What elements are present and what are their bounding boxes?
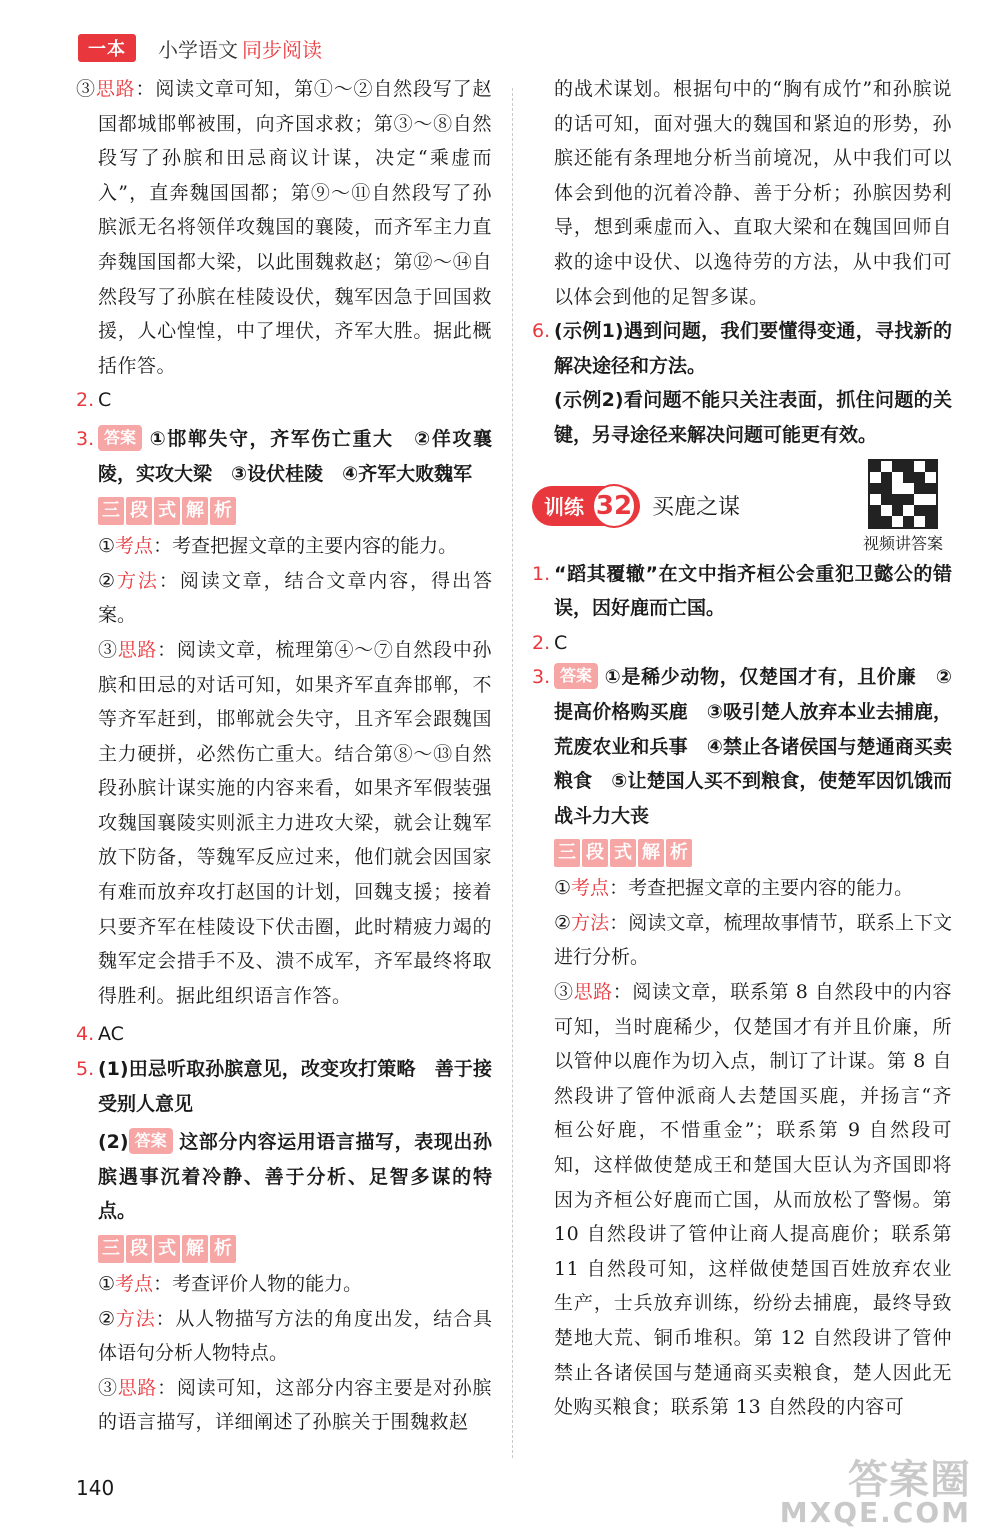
qr-code[interactable] (858, 459, 948, 554)
qr-code-icon[interactable] (868, 459, 938, 529)
item5-siliu-continued: 的战术谋划。根据句中的“胸有成竹”和孙膑说的话可知，面对强大的魏国和紧迫的形势，孙膑还能有条理地分析当前境况，从中我们可以体会到他的沉着冷静、善于分析；孙膑因势利导，想到乘虚而入、直取大梁和在魏国回师自救的途中设伏、以逸待劳的方法，从中我们可以体会到他的足智多谋。 (554, 78, 952, 308)
training-header (532, 471, 952, 553)
qr-caption: 视频讲答案 (862, 533, 943, 553)
answer-badge: 答案 (98, 425, 142, 451)
brand-logo: 一本 (78, 34, 136, 62)
column-divider (512, 88, 513, 1458)
item5-fangfa: ②方法：从人物描写方法的角度出发，结合具体语句分析人物特点。 (98, 1307, 492, 1365)
item3-kaodian: ①考点：考查把握文章的主要内容的能力。 (98, 535, 458, 558)
left-column (76, 72, 492, 1440)
page-header (78, 30, 322, 66)
right-column (532, 72, 952, 1425)
item5-part2: (2) 答案 这部分内容运用语言描写，表现出孙膑遇事沉着冷静、善于分析、足智多谋的特点。 (76, 1125, 492, 1229)
header-tag: 同步阅读 (242, 37, 322, 62)
t3-kaodian: ①考点：考查把握文章的主要内容的能力。 (554, 877, 914, 900)
training-number: 32 (592, 484, 636, 528)
item5-part1: 5. (1)田忌听取孙膑意见，改变攻打策略 善于接受别人意见 (76, 1058, 492, 1115)
t3-fangfa: ②方法：阅读文章，梳理故事情节，联系上下文进行分析。 (554, 911, 952, 969)
siliu-label: 思路 (95, 78, 136, 100)
training-label: 训练 32 (532, 486, 640, 526)
item5-kaodian: ①考点：考查评价人物的能力。 (98, 1273, 363, 1295)
item4: 4. AC (76, 1023, 124, 1046)
t1: 1. “蹈其覆辙”在文中指齐桓公会重犯卫懿公的错误，因好鹿而亡国。 (532, 562, 952, 620)
item3-answer: 3. 答案 ①邯郸失守，齐军伤亡重大 ②佯攻襄陵，实攻大梁 ③设伏桂陵 ④齐军大败魏军 (76, 422, 492, 491)
watermark: 答案圈 (848, 1457, 971, 1503)
header-subject: 小学语文 (158, 37, 238, 62)
item6-example2: (示例2)看问题不能只关注表面，抓住问题的关键，另寻途径来解决问题可能更有效。 (554, 389, 952, 446)
t3-answer: 3. 答案 ①是稀少动物，仅楚国才有，且价廉 ②提高价格购买鹿 ③吸引楚人放弃本业去捕鹿，荒废农业和兵事 ④禁止各诸侯国与楚通商买卖粮食 ⑤让楚国人买不到粮食，使楚军因饥饿而战斗力大丧 (532, 660, 952, 833)
t3-siliu: ③思路：阅读文章，联系第 8 自然段中的内容可知，当时鹿稀少，仅楚国才有并且价廉，所以管仲以鹿作为切入点，制订了计谋。第 8 自然段讲了管仲派商人去楚国买鹿，并扬言“齐桓公好鹿，不惜重金”；联系第 9 自然段可知，这样做使楚成王和楚国大臣认为齐国即将因为齐桓公好鹿而亡国，从而放松了警惕。第 10 自然段讲了管仲让商人提高鹿价；联系第 11 自然段可知，这样做使楚国百姓放弃农业生产，士兵放弃训练，纷纷去捕鹿，最终导致楚地大荒、铜币堆积。第 12 自然段讲了管仲禁止各诸侯国与楚通商买卖粮食，楚人因此无处购买粮食；联系第 13 自然段的内容可 (554, 981, 952, 1419)
answer-badge: 答案 (129, 1128, 173, 1154)
training-title: 买鹿之谋 (652, 495, 741, 521)
analysis-title: 三 段 式 解 析 (98, 497, 238, 525)
t2: 2. C (532, 631, 568, 654)
item2: 2. C (76, 389, 112, 412)
item1-siliu: ③思路：阅读文章可知，第①～②自然段写了赵国都城邯郸被围，向齐国求救；第③～⑧自然段写了孙膑和田忌商议计谋，决定“乘虚而入”，直奔魏国国都；第⑨～⑪自然段写了孙膑派无名将领佯攻魏国的襄陵，而齐军主力直奔魏国国都大梁，以此围魏救赵；第⑫～⑭自然段写了孙膑在桂陵设伏，魏军因急于回国救援，人心惶惶，中了埋伏，齐军大胜。据此概括作答。 (76, 78, 492, 377)
item5-siliu: ③思路：阅读可知，这部分内容主要是对孙膑的语言描写，详细阐述了孙膑关于围魏救赵 (98, 1376, 492, 1434)
watermark-url: MXQE.COM (779, 1496, 971, 1529)
analysis-title: 三 段 式 解 析 (554, 839, 694, 867)
item3-fangfa: ②方法：阅读文章，结合文章内容，得出答案。 (98, 569, 492, 627)
item3-siliu: ③思路：阅读文章，梳理第④～⑦自然段中孙膑和田忌的对话可知，如果齐军直奔邯郸，不等齐军赶到，邯郸就会失守，且齐军会跟魏国主力硬拼，必然伤亡重大。结合第⑧～⑬自然段孙膑计谋实施的内容来看，如果齐军假装强攻魏国襄陵实则派主力进攻大梁，就会让魏军放下防备，等魏军反应过来，他们就会因国家有难而放弃攻打赵国的计划，回魏支援；接着只要齐军在桂陵设下伏击圈，此时精疲力竭的魏军定会措手不及、溃不成军，齐军最终将取得胜利。据此组织语言作答。 (98, 638, 492, 1007)
page-number: 140 (76, 1476, 115, 1500)
answer-badge: 答案 (554, 663, 598, 689)
item6-example1: 6. (示例1)遇到问题，我们要懂得变通，寻找新的解决途径和方法。 (532, 320, 952, 377)
analysis-title: 三 段 式 解 析 (98, 1235, 238, 1263)
